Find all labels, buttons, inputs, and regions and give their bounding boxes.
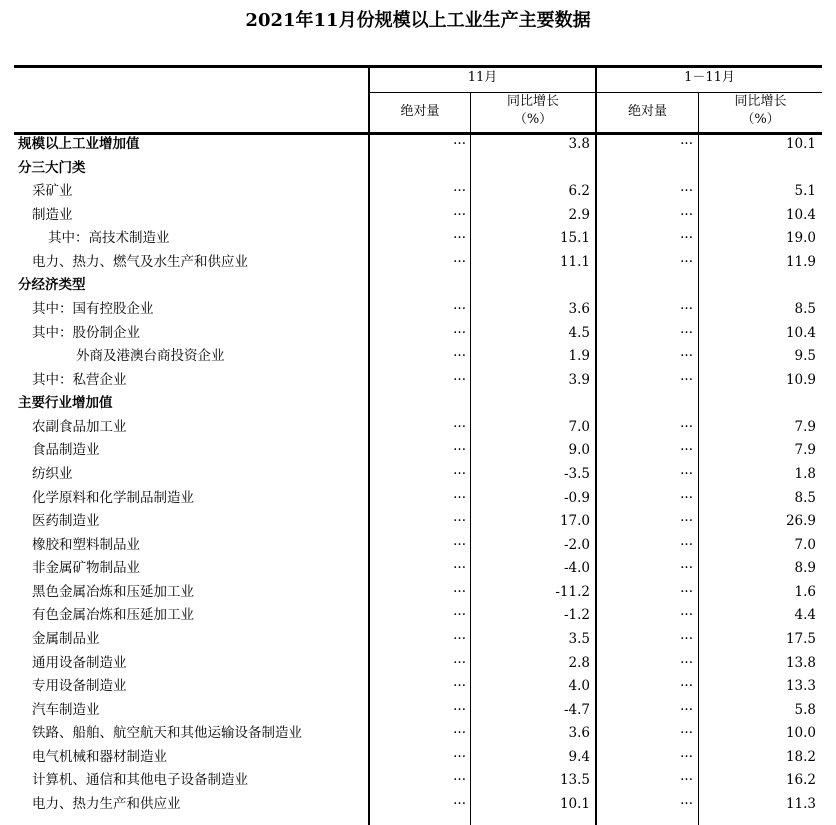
nov-absolute: ··· bbox=[453, 206, 466, 223]
ytd-yoy: 8.5 bbox=[794, 300, 816, 317]
ytd-yoy: 16.2 bbox=[785, 772, 816, 789]
ytd-absolute: ··· bbox=[680, 418, 693, 435]
ytd-yoy: 7.0 bbox=[794, 536, 816, 553]
nov-absolute: ··· bbox=[453, 701, 466, 718]
row-label: 主要行业增加值 bbox=[18, 395, 113, 412]
row-label: 通用设备制造业 bbox=[32, 654, 127, 671]
header-absolute: 绝对量 bbox=[627, 104, 667, 119]
row-label: 电气机械和器材制造业 bbox=[32, 748, 167, 765]
row-label: 非金属矿物制品业 bbox=[32, 560, 140, 577]
row-label: 电力、热力生产和供应业 bbox=[32, 795, 181, 812]
ytd-absolute: ··· bbox=[680, 465, 693, 482]
header-yoy bbox=[699, 93, 822, 129]
table-row bbox=[14, 392, 822, 415]
row-label: 橡胶和塑料制品业 bbox=[32, 536, 140, 553]
nov-absolute: ··· bbox=[453, 442, 466, 459]
row-label: 规模以上工业增加值 bbox=[18, 136, 140, 152]
nov-yoy: 1.9 bbox=[568, 348, 590, 365]
table-row bbox=[14, 345, 822, 368]
nov-yoy: 2.9 bbox=[568, 206, 590, 223]
header-unit: （%） bbox=[741, 112, 780, 127]
table-row bbox=[14, 628, 822, 651]
nov-absolute: ··· bbox=[453, 418, 466, 435]
nov-absolute: ··· bbox=[453, 654, 466, 671]
nov-absolute: ··· bbox=[453, 371, 466, 388]
ytd-yoy: 9.5 bbox=[794, 348, 816, 365]
ytd-absolute: ··· bbox=[680, 513, 693, 530]
row-label: 其中：私营企业 bbox=[32, 371, 127, 388]
nov-yoy: 2.8 bbox=[568, 654, 590, 671]
table-row bbox=[14, 180, 822, 203]
ytd-absolute: ··· bbox=[680, 654, 693, 671]
table-row bbox=[14, 581, 822, 604]
ytd-yoy: 7.9 bbox=[794, 418, 816, 435]
table-row bbox=[14, 439, 822, 462]
table-row bbox=[14, 133, 822, 156]
nov-absolute: ··· bbox=[453, 607, 466, 624]
nov-yoy: 3.5 bbox=[568, 630, 590, 647]
row-label: 分三大门类 bbox=[18, 159, 86, 176]
nov-yoy: -1.2 bbox=[563, 607, 590, 624]
table-row bbox=[14, 746, 822, 769]
ytd-yoy: 8.9 bbox=[794, 560, 816, 577]
table-top-rule bbox=[14, 65, 822, 68]
nov-absolute: ··· bbox=[453, 725, 466, 742]
nov-yoy: -2.0 bbox=[563, 536, 590, 553]
ytd-yoy: 10.4 bbox=[785, 324, 816, 341]
row-label: 其中：高技术制造业 bbox=[48, 230, 170, 247]
ytd-absolute: ··· bbox=[680, 678, 693, 695]
header-unit: （%） bbox=[513, 112, 553, 127]
row-label: 电力、热力、燃气及水生产和供应业 bbox=[32, 253, 248, 270]
ytd-absolute: ··· bbox=[680, 607, 693, 624]
ytd-yoy: 7.9 bbox=[794, 442, 816, 459]
ytd-yoy: 10.9 bbox=[785, 371, 816, 388]
ytd-absolute: ··· bbox=[680, 795, 693, 812]
nov-yoy: 3.9 bbox=[568, 371, 590, 388]
nov-absolute: ··· bbox=[453, 748, 466, 765]
table-row bbox=[14, 487, 822, 510]
ytd-absolute: ··· bbox=[680, 300, 693, 317]
nov-absolute: ··· bbox=[453, 300, 466, 317]
table-row bbox=[14, 604, 822, 627]
nov-absolute: ··· bbox=[453, 465, 466, 482]
row-label: 外商及港澳台商投资企业 bbox=[76, 348, 225, 365]
nov-yoy: -0.9 bbox=[563, 489, 590, 506]
row-label: 计算机、通信和其他电子设备制造业 bbox=[32, 772, 248, 789]
ytd-absolute: ··· bbox=[680, 701, 693, 718]
table-row bbox=[14, 463, 822, 486]
nov-yoy: -4.0 bbox=[563, 560, 590, 577]
ytd-yoy: 10.0 bbox=[785, 725, 816, 742]
row-label: 采矿业 bbox=[32, 183, 73, 200]
ytd-yoy: 5.8 bbox=[794, 701, 816, 718]
row-label: 食品制造业 bbox=[32, 442, 100, 459]
nov-yoy: 9.4 bbox=[568, 748, 590, 765]
table-row bbox=[14, 369, 822, 392]
nov-absolute: ··· bbox=[453, 536, 466, 553]
nov-yoy: 4.5 bbox=[568, 324, 590, 341]
ytd-absolute: ··· bbox=[680, 725, 693, 742]
nov-absolute: ··· bbox=[453, 348, 466, 365]
ytd-absolute: ··· bbox=[680, 536, 693, 553]
table-row bbox=[14, 675, 822, 698]
row-label: 分经济类型 bbox=[18, 277, 86, 294]
row-label: 农副食品加工业 bbox=[32, 418, 127, 435]
table-row bbox=[14, 227, 822, 250]
ytd-absolute: ··· bbox=[680, 206, 693, 223]
ytd-absolute: ··· bbox=[680, 348, 693, 365]
nov-yoy: -11.2 bbox=[555, 583, 590, 600]
table-row bbox=[14, 274, 822, 297]
ytd-yoy: 5.1 bbox=[794, 183, 816, 200]
page-title: 2021年11月份规模以上工业生产主要数据 bbox=[245, 10, 591, 31]
ytd-yoy: 26.9 bbox=[785, 513, 816, 530]
nov-yoy: 4.0 bbox=[568, 678, 590, 695]
nov-yoy: -4.7 bbox=[563, 701, 590, 718]
row-label: 铁路、船舶、航空航天和其他运输设备制造业 bbox=[32, 725, 302, 742]
ytd-absolute: ··· bbox=[680, 748, 693, 765]
ytd-yoy: 13.8 bbox=[785, 654, 816, 671]
header-yoy-label: 同比增长 bbox=[734, 94, 787, 109]
nov-absolute: ··· bbox=[453, 772, 466, 789]
table-row bbox=[14, 793, 822, 816]
header-absolute: 绝对量 bbox=[400, 104, 440, 119]
nov-yoy: 13.5 bbox=[559, 772, 590, 789]
ytd-yoy: 17.5 bbox=[785, 630, 816, 647]
nov-absolute: ··· bbox=[453, 678, 466, 695]
ytd-absolute: ··· bbox=[680, 560, 693, 577]
nov-absolute: ··· bbox=[453, 253, 466, 270]
row-label: 汽车制造业 bbox=[32, 701, 100, 718]
ytd-absolute: ··· bbox=[680, 489, 693, 506]
nov-absolute: ··· bbox=[453, 630, 466, 647]
nov-absolute: ··· bbox=[453, 795, 466, 812]
row-label: 其中：股份制企业 bbox=[32, 324, 140, 341]
table-row bbox=[14, 534, 822, 557]
table-row bbox=[14, 722, 822, 745]
ytd-absolute: ··· bbox=[680, 772, 693, 789]
nov-yoy: 7.0 bbox=[568, 418, 590, 435]
nov-yoy: 17.0 bbox=[559, 513, 590, 530]
table-row bbox=[14, 298, 822, 321]
ytd-yoy: 19.0 bbox=[785, 230, 816, 247]
header-yoy bbox=[471, 93, 595, 129]
table-row bbox=[14, 699, 822, 722]
nov-absolute: ··· bbox=[453, 583, 466, 600]
ytd-yoy: 4.4 bbox=[794, 607, 816, 624]
nov-yoy: 15.1 bbox=[559, 230, 590, 247]
ytd-absolute: ··· bbox=[680, 324, 693, 341]
ytd-absolute: ··· bbox=[680, 183, 693, 200]
nov-yoy: 11.1 bbox=[559, 253, 590, 270]
header-yoy-label: 同比增长 bbox=[506, 94, 559, 109]
table-row bbox=[14, 510, 822, 533]
row-label: 其中：国有控股企业 bbox=[32, 300, 154, 317]
nov-yoy: 3.6 bbox=[568, 725, 590, 742]
row-label: 黑色金属冶炼和压延加工业 bbox=[32, 583, 194, 600]
nov-yoy: 3.6 bbox=[568, 300, 590, 317]
ytd-yoy: 11.3 bbox=[785, 795, 816, 812]
nov-yoy: -3.5 bbox=[563, 465, 590, 482]
table-row bbox=[14, 204, 822, 227]
nov-absolute: ··· bbox=[453, 489, 466, 506]
row-label: 化学原料和化学制品制造业 bbox=[32, 489, 194, 506]
ytd-absolute: ··· bbox=[680, 136, 693, 152]
nov-absolute: ··· bbox=[453, 183, 466, 200]
table-row bbox=[14, 157, 822, 180]
row-label: 金属制品业 bbox=[32, 630, 100, 647]
row-label: 医药制造业 bbox=[32, 513, 100, 530]
table-row bbox=[14, 652, 822, 675]
nov-yoy: 10.1 bbox=[559, 795, 590, 812]
ytd-yoy: 10.4 bbox=[785, 206, 816, 223]
row-label: 有色金属冶炼和压延加工业 bbox=[32, 607, 194, 624]
row-label: 纺织业 bbox=[32, 465, 73, 482]
nov-absolute: ··· bbox=[453, 324, 466, 341]
header-period-nov: 11月 bbox=[467, 70, 498, 85]
table-row bbox=[14, 416, 822, 439]
ytd-absolute: ··· bbox=[680, 253, 693, 270]
ytd-absolute: ··· bbox=[680, 442, 693, 459]
nov-absolute: ··· bbox=[453, 560, 466, 577]
ytd-absolute: ··· bbox=[680, 230, 693, 247]
nov-absolute: ··· bbox=[453, 136, 466, 152]
table-row bbox=[14, 557, 822, 580]
ytd-yoy: 1.8 bbox=[794, 465, 816, 482]
nov-yoy: 3.8 bbox=[568, 136, 590, 152]
table-row bbox=[14, 769, 822, 792]
ytd-yoy: 8.5 bbox=[794, 489, 816, 506]
ytd-absolute: ··· bbox=[680, 630, 693, 647]
nov-absolute: ··· bbox=[453, 230, 466, 247]
table-row bbox=[14, 322, 822, 345]
row-label: 制造业 bbox=[32, 206, 73, 223]
ytd-yoy: 13.3 bbox=[785, 678, 816, 695]
ytd-yoy: 1.6 bbox=[794, 583, 816, 600]
ytd-yoy: 10.1 bbox=[785, 136, 816, 152]
ytd-absolute: ··· bbox=[680, 583, 693, 600]
nov-absolute: ··· bbox=[453, 513, 466, 530]
nov-yoy: 6.2 bbox=[568, 183, 590, 200]
ytd-yoy: 11.9 bbox=[785, 253, 816, 270]
header-period-jan-nov: 1－11月 bbox=[684, 70, 735, 85]
table-row bbox=[14, 251, 822, 274]
row-label: 专用设备制造业 bbox=[32, 678, 127, 695]
ytd-yoy: 18.2 bbox=[785, 748, 816, 765]
nov-yoy: 9.0 bbox=[568, 442, 590, 459]
ytd-absolute: ··· bbox=[680, 371, 693, 388]
